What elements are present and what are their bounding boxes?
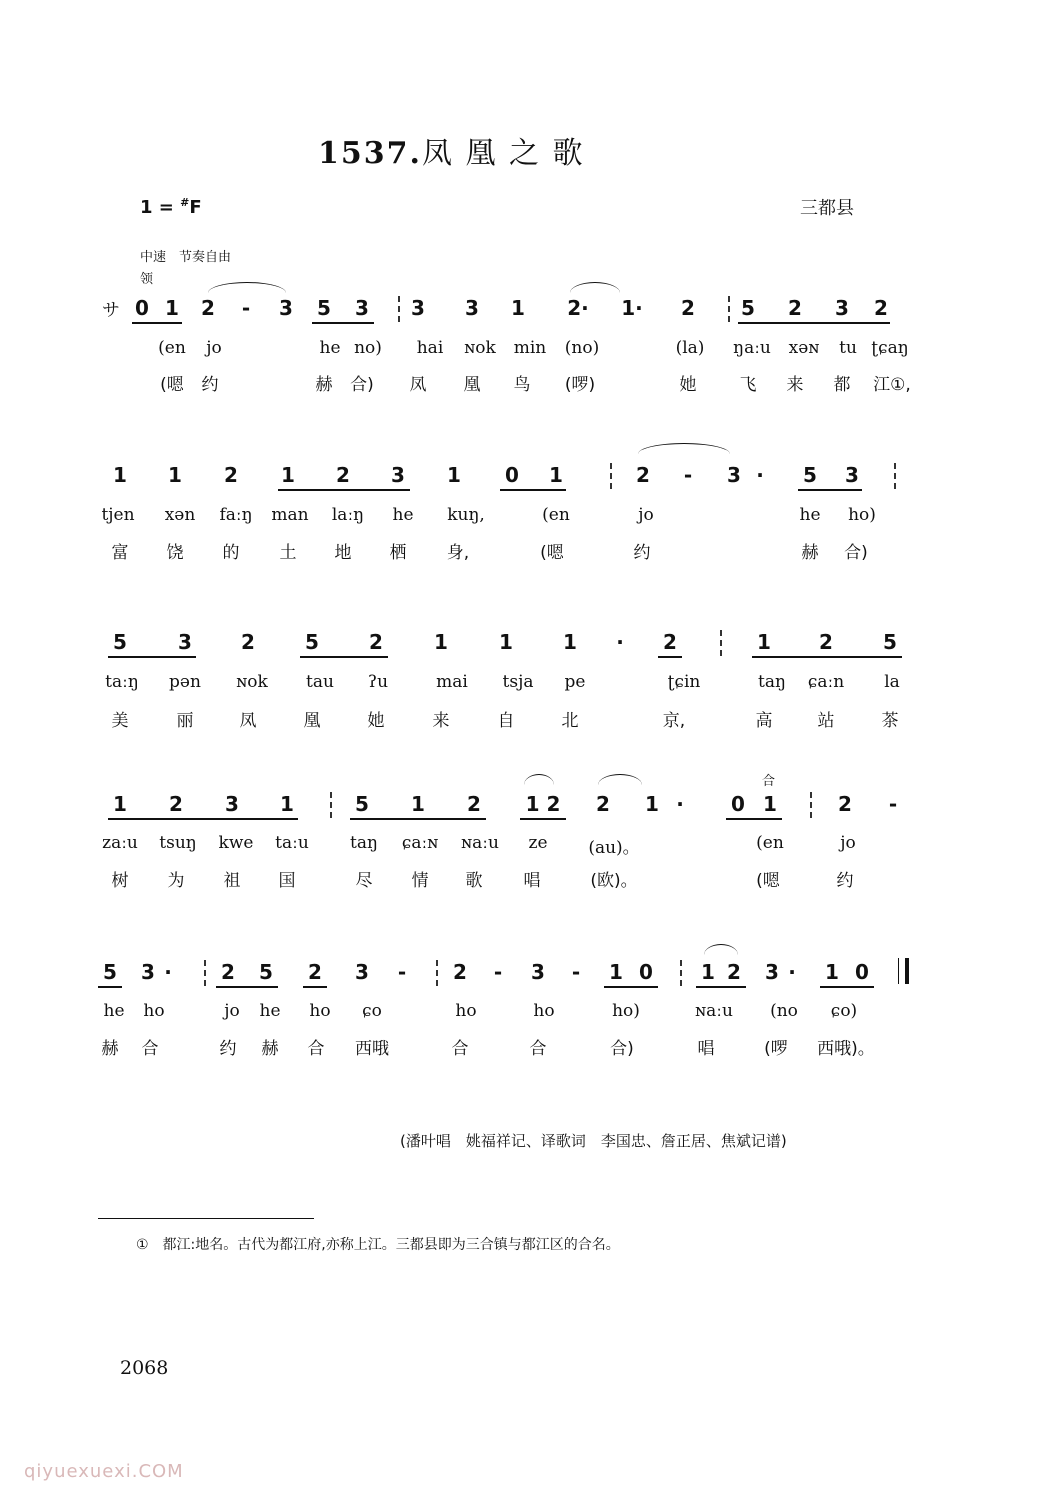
phonetic-syllable: ɴaːu	[461, 833, 499, 853]
chinese-lyric: (嗯	[540, 543, 564, 563]
key-prefix: 1 =	[140, 197, 181, 218]
chinese-lyric: 站	[817, 711, 835, 731]
phonetic-syllable: ho)	[612, 1001, 640, 1021]
note: 2	[681, 296, 695, 320]
note: 1	[113, 792, 127, 816]
phonetic-syllable: mai	[436, 672, 468, 692]
note: -	[397, 960, 407, 984]
chinese-lyric: (啰	[764, 1039, 788, 1059]
tempo-marking: 中速 节奏自由	[140, 250, 232, 265]
chorus-mark: 合	[762, 774, 776, 789]
chinese-lyric: 约	[836, 871, 854, 891]
note: 3	[355, 296, 369, 320]
chinese-lyric: 合	[307, 1039, 325, 1059]
phonetic-syllable: (en	[542, 505, 570, 525]
phonetic-syllable: tu	[839, 338, 857, 358]
note: ·	[164, 960, 172, 984]
note: 5	[113, 630, 127, 654]
chinese-lyric: 凤	[409, 375, 427, 395]
chinese-lyric: 美	[111, 711, 129, 731]
note: 2	[838, 792, 852, 816]
note: -	[571, 960, 581, 984]
underline-beam	[752, 656, 902, 658]
note: -	[888, 792, 898, 816]
phonetic-syllable: (no)	[564, 338, 600, 358]
note: 3	[465, 296, 479, 320]
chinese-lyric: 鸟	[513, 375, 531, 395]
slur	[638, 443, 730, 454]
slur	[524, 774, 554, 785]
note: 3	[141, 960, 155, 984]
chinese-lyric: 祖	[223, 871, 241, 891]
phonetic-syllable: kwe	[218, 833, 254, 853]
phonetic-syllable: ʈɕin	[667, 672, 701, 692]
note: ·	[788, 960, 796, 984]
slur	[598, 774, 642, 785]
note: 2·	[567, 296, 589, 320]
barline	[610, 463, 612, 489]
page-number: 2068	[120, 1357, 169, 1379]
phonetic-syllable: ho)	[848, 505, 876, 525]
chinese-lyric: 为	[167, 871, 185, 891]
phonetic-syllable: ʔu	[367, 672, 389, 692]
note: 1	[281, 463, 295, 487]
chinese-lyric: 高	[755, 711, 773, 731]
chinese-lyric: 唱	[523, 871, 541, 891]
chinese-lyric: (欧)。	[590, 871, 638, 891]
chinese-lyric: 合)	[350, 375, 374, 395]
underline-beam	[520, 818, 566, 820]
phonetic-syllable: ɕo	[362, 1001, 382, 1021]
phonetic-syllable: taŋ	[758, 672, 786, 692]
note: 2	[201, 296, 215, 320]
underline-beam	[738, 322, 890, 324]
phonetic-syllable: faːŋ	[219, 505, 253, 525]
phonetic-syllable: he	[259, 1001, 281, 1021]
chinese-lyric: (啰)	[564, 375, 596, 395]
chinese-lyric: 歌	[465, 871, 483, 891]
note: 2	[819, 630, 833, 654]
phonetic-syllable: (en	[158, 338, 186, 358]
phonetic-syllable: hai	[416, 338, 444, 358]
chinese-lyric: 赫	[801, 543, 819, 563]
note: 1	[763, 792, 777, 816]
chinese-lyric: 茶	[881, 711, 899, 731]
note: ·	[616, 630, 624, 654]
note: 1	[499, 630, 513, 654]
underline-beam	[820, 986, 874, 988]
note: 2	[467, 792, 481, 816]
site-watermark: qiyuexuexi.COM	[24, 1461, 184, 1482]
chinese-lyric: 赫	[101, 1039, 119, 1059]
chinese-lyric: 凰	[303, 711, 321, 731]
phonetic-syllable: pən	[169, 672, 201, 692]
performer-credit: (潘叶唱 姚福祥记、译歌词 李国忠、詹正居、焦斌记谱)	[400, 1132, 787, 1150]
note: 2	[874, 296, 888, 320]
phonetic-syllable: (la)	[675, 338, 705, 358]
phonetic-syllable: taːu	[275, 833, 309, 853]
phonetic-syllable: ɕaːn	[807, 672, 845, 692]
note: 1·	[621, 296, 643, 320]
chinese-lyric: 她	[367, 711, 385, 731]
note: 2	[636, 463, 650, 487]
phonetic-syllable: he	[103, 1001, 125, 1021]
barline	[680, 960, 682, 986]
phonetic-syllable: (en	[756, 833, 784, 853]
note: 2	[169, 792, 183, 816]
chinese-lyric: 江①,	[873, 375, 911, 395]
underline-beam	[658, 656, 682, 658]
lead-marking: 领	[140, 272, 154, 287]
note: 1	[165, 296, 179, 320]
phonetic-syllable: he	[799, 505, 821, 525]
note: 1	[825, 960, 839, 984]
phonetic-syllable: man	[271, 505, 309, 525]
chinese-lyric: 丽	[176, 711, 194, 731]
note: 5	[259, 960, 273, 984]
underline-beam	[604, 986, 658, 988]
chinese-lyric: 飞	[739, 375, 757, 395]
phonetic-syllable: jo	[224, 1001, 240, 1021]
note: 3	[178, 630, 192, 654]
phonetic-syllable: la	[884, 672, 900, 692]
chinese-lyric: 树	[111, 871, 129, 891]
phonetic-syllable: ho	[143, 1001, 165, 1021]
key-note: F	[189, 197, 202, 218]
note: 1	[113, 463, 127, 487]
final-barline	[898, 958, 909, 984]
barline	[436, 960, 438, 986]
underline-beam	[132, 322, 182, 324]
note: 2	[727, 960, 741, 984]
phonetic-syllable: ze	[528, 833, 548, 853]
note: -	[493, 960, 503, 984]
underline-beam	[300, 656, 388, 658]
underline-beam	[350, 818, 486, 820]
note: 0	[505, 463, 519, 487]
barline	[330, 792, 332, 818]
note: 2	[369, 630, 383, 654]
phonetic-syllable: ho	[533, 1001, 555, 1021]
note: 1 2	[525, 792, 561, 816]
phonetic-syllable: no)	[354, 338, 382, 358]
note: 1	[563, 630, 577, 654]
note: 5	[741, 296, 755, 320]
phonetic-syllable: xən	[164, 505, 196, 525]
phonetic-syllable: jo	[638, 505, 654, 525]
chinese-lyric: 来	[432, 711, 450, 731]
phonetic-syllable: he	[319, 338, 341, 358]
underline-beam	[108, 818, 298, 820]
phonetic-syllable: taŋ	[350, 833, 378, 853]
chinese-lyric: 凰	[463, 375, 481, 395]
phonetic-syllable: ho	[309, 1001, 331, 1021]
underline-beam	[500, 489, 566, 491]
phonetic-syllable: (no	[770, 1001, 798, 1021]
note: 1	[434, 630, 448, 654]
note: 1	[411, 792, 425, 816]
note: 5	[305, 630, 319, 654]
chinese-lyric: 京,	[662, 711, 686, 731]
song-name: 凤 凰 之 歌	[421, 136, 585, 171]
chinese-lyric: 合	[451, 1039, 469, 1059]
underline-beam	[108, 656, 196, 658]
note: 2	[308, 960, 322, 984]
chinese-lyric: 富	[111, 543, 129, 563]
phonetic-syllable: zaːu	[102, 833, 138, 853]
barline	[204, 960, 206, 986]
note: 0	[639, 960, 653, 984]
note: 1	[280, 792, 294, 816]
chinese-lyric: 地	[334, 543, 352, 563]
note: 1	[757, 630, 771, 654]
chinese-lyric: 约	[633, 543, 651, 563]
slur	[208, 282, 286, 293]
note: 3	[411, 296, 425, 320]
sharp-sign: #	[180, 196, 190, 209]
underline-beam	[696, 986, 746, 988]
phonetic-syllable: ʈɕaŋ	[871, 338, 909, 358]
phonetic-syllable: tsja	[502, 672, 534, 692]
note: 5	[103, 960, 117, 984]
note: 3	[727, 463, 741, 487]
note: 0	[731, 792, 745, 816]
barline	[894, 463, 896, 489]
note: 1	[511, 296, 525, 320]
note: -	[683, 463, 693, 487]
chinese-lyric: 国	[278, 871, 296, 891]
barline	[720, 630, 722, 656]
note: 1	[701, 960, 715, 984]
note: 3	[835, 296, 849, 320]
underline-beam	[216, 986, 278, 988]
underline-beam	[98, 986, 122, 988]
note: 5	[355, 792, 369, 816]
phonetic-syllable: xəɴ	[788, 338, 820, 358]
note: 2	[453, 960, 467, 984]
chinese-lyric: 都	[833, 375, 851, 395]
chinese-lyric: (嗯	[756, 871, 780, 891]
phonetic-syllable: kuŋ,	[447, 505, 485, 525]
song-number: 1537.	[318, 136, 422, 171]
note: 2	[663, 630, 677, 654]
key-signature	[140, 196, 202, 218]
note: 2	[241, 630, 255, 654]
chinese-lyric: 约	[219, 1039, 237, 1059]
note: 3	[391, 463, 405, 487]
note: ·	[676, 792, 684, 816]
footnote: ① 都江:地名。古代为都江府,亦称上江。三都县即为三合镇与都江区的合名。	[136, 1237, 620, 1253]
slur	[704, 944, 738, 955]
free-meter-sign: サ	[102, 300, 120, 321]
chinese-lyric: 尽	[355, 871, 373, 891]
note: 3	[355, 960, 369, 984]
chinese-lyric: 约	[201, 375, 219, 395]
note: 2	[336, 463, 350, 487]
underline-beam	[798, 489, 862, 491]
county-label: 三都县	[800, 198, 854, 219]
note: ·	[756, 463, 764, 487]
phonetic-syllable: min	[513, 338, 547, 358]
note: 1	[168, 463, 182, 487]
note: 2	[596, 792, 610, 816]
note: 3	[279, 296, 293, 320]
phonetic-syllable: tsuŋ	[159, 833, 197, 853]
note: 1	[549, 463, 563, 487]
note: 2	[788, 296, 802, 320]
note: 2	[224, 463, 238, 487]
note: 0	[135, 296, 149, 320]
chinese-lyric: 身,	[446, 543, 470, 563]
phonetic-syllable: pe	[564, 672, 586, 692]
note: 1	[447, 463, 461, 487]
note: 3	[765, 960, 779, 984]
chinese-lyric: 西哦)。	[817, 1039, 875, 1059]
chinese-lyric: 自	[497, 711, 515, 731]
chinese-lyric: 情	[411, 871, 429, 891]
note: 3	[531, 960, 545, 984]
phonetic-syllable: ho	[455, 1001, 477, 1021]
note: -	[241, 296, 251, 320]
slur	[570, 282, 620, 293]
chinese-lyric: 合	[141, 1039, 159, 1059]
note: 1	[609, 960, 623, 984]
note: 2	[221, 960, 235, 984]
song-title	[318, 128, 585, 172]
chinese-lyric: 北	[561, 711, 579, 731]
phonetic-syllable: taːŋ	[105, 672, 139, 692]
phonetic-syllable: tjen	[101, 505, 135, 525]
note: 3	[845, 463, 859, 487]
phonetic-syllable: laːŋ	[331, 505, 365, 525]
chinese-lyric: 西哦	[355, 1039, 389, 1059]
underline-beam	[726, 818, 782, 820]
chinese-lyric: 的	[222, 543, 240, 563]
underline-beam	[278, 489, 410, 491]
phonetic-syllable: jo	[840, 833, 856, 853]
chinese-lyric: 唱	[697, 1039, 715, 1059]
chinese-lyric: 赫	[315, 375, 333, 395]
chinese-lyric: 凤	[239, 711, 257, 731]
barline	[398, 296, 400, 322]
note: 0	[855, 960, 869, 984]
phonetic-syllable: tau	[306, 672, 334, 692]
phonetic-syllable: ɴaːu	[695, 1001, 733, 1021]
chinese-lyric: (嗯	[160, 375, 184, 395]
chinese-lyric: 来	[786, 375, 804, 395]
chinese-lyric: 栖	[389, 543, 407, 563]
phonetic-syllable: ɴok	[236, 672, 268, 692]
note: 5	[803, 463, 817, 487]
phonetic-syllable: ɕo)	[830, 1001, 858, 1021]
phonetic-syllable: jo	[206, 338, 222, 358]
note: 5	[883, 630, 897, 654]
footnote-divider	[98, 1218, 314, 1219]
chinese-lyric: 赫	[261, 1039, 279, 1059]
phonetic-syllable: ŋaːu	[733, 338, 771, 358]
chinese-lyric: 合)	[844, 543, 868, 563]
chinese-lyric: 她	[679, 375, 697, 395]
phonetic-syllable: ɴok	[464, 338, 496, 358]
phonetic-syllable: he	[392, 505, 414, 525]
note: 3	[225, 792, 239, 816]
barline	[728, 296, 730, 322]
chinese-lyric: 土	[279, 543, 297, 563]
chinese-lyric: 合)	[610, 1039, 634, 1059]
phonetic-syllable: (au)。	[588, 838, 640, 858]
phonetic-syllable: ɕaːɴ	[401, 833, 439, 853]
chinese-lyric: 合	[529, 1039, 547, 1059]
barline	[810, 792, 812, 818]
note: 1	[645, 792, 659, 816]
underline-beam	[303, 986, 327, 988]
underline-beam	[312, 322, 374, 324]
note: 5	[317, 296, 331, 320]
chinese-lyric: 饶	[166, 543, 184, 563]
